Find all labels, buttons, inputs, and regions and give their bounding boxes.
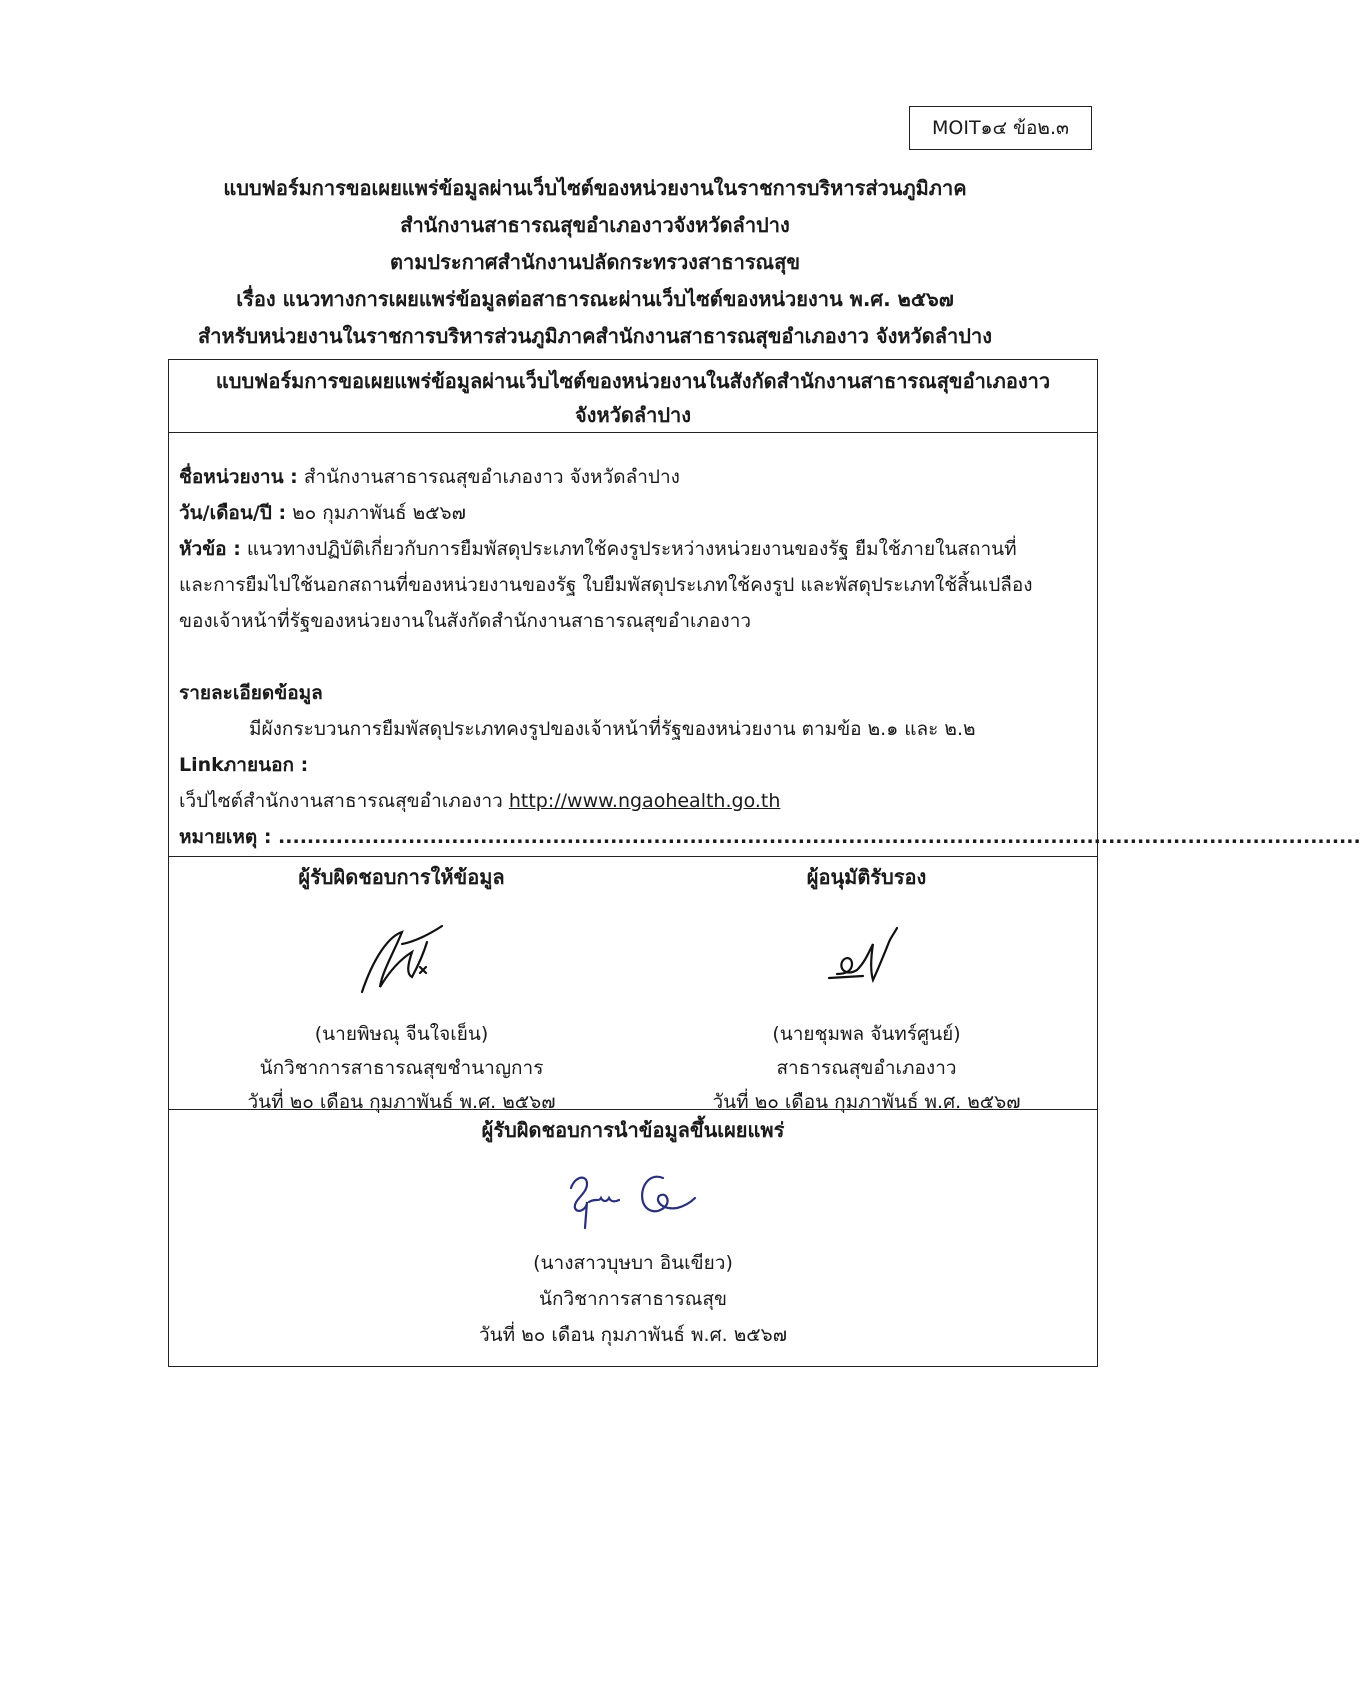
date-label: วัน/เดือน/ปี :: [179, 502, 287, 524]
header-line-5: สำหรับหน่วยงานในราชการบริหารส่วนภูมิภาคสำนักงานสาธารณสุขอำเภองาว จังหวัดลำปาง: [198, 324, 992, 348]
header-line-4: เรื่อง แนวทางการเผยแพร่ข้อมูลต่อสาธารณะผ่านเว็บไซต์ของหน่วยงาน พ.ศ. ๒๕๖๗: [236, 287, 954, 311]
header-line-1: แบบฟอร์มการขอเผยแพร่ข้อมูลผ่านเว็บไซต์ของหน่วยงานในราชการบริหารส่วนภูมิภาค: [223, 176, 967, 200]
approver-heading: ผู้อนุมัติรับรอง: [806, 865, 927, 889]
publisher-name: (นางสาวบุษบา อินเขียว): [533, 1252, 733, 1274]
publication-form: [168, 359, 1361, 1367]
publisher-signature-icon: [553, 1158, 713, 1238]
details-text: มีผังกระบวนการยืมพัสดุประเภทคงรูปของเจ้าหน้าที่รัฐของหน่วยงาน ตามข้อ ๒.๑ และ ๒.๒: [249, 718, 976, 740]
approver-date: วันที่ ๒๐ เดือน กุมภาพันธ์ พ.ศ. ๒๕๖๗: [712, 1091, 1021, 1113]
approver-signature-icon: [807, 912, 927, 1002]
document-header: [150, 170, 1040, 355]
topic-line-3: ของเจ้าหน้าที่รัฐของหน่วยงานในสังกัดสำนักงานสาธารณสุขอำเภองาว: [179, 610, 752, 632]
provider-date: วันที่ ๒๐ เดือน กุมภาพันธ์ พ.ศ. ๒๕๖๗: [247, 1091, 556, 1113]
header-line-3: ตามประกาศสำนักงานปลัดกระทรวงสาธารณสุข: [389, 250, 800, 274]
unit-value: สำนักงานสาธารณสุขอำเภองาว จังหวัดลำปาง: [297, 466, 680, 488]
note-row: [179, 819, 1361, 855]
provider-name: (นายพิษณุ จีนใจเย็น): [314, 1023, 489, 1045]
document-code-box: [909, 106, 1092, 150]
unit-row: [179, 459, 1087, 495]
approver-name: (นายชุมพล จันทร์ศูนย์): [772, 1023, 961, 1045]
approval-signatures: [169, 857, 1097, 1113]
provider-signature-block: [169, 857, 634, 1119]
provider-heading: ผู้รับผิดชอบการให้ข้อมูล: [298, 865, 505, 889]
note-label: หมายเหตุ :: [179, 826, 279, 848]
header-line-2: สำนักงานสาธารณสุขอำเภองาวจังหวัดลำปาง: [400, 213, 790, 237]
publisher-signature: [169, 1150, 1097, 1245]
topic-row: [179, 531, 1087, 567]
approver-position: สาธารณสุขอำเภองาว: [776, 1057, 957, 1079]
topic-line-2: และการยืมไปใช้นอกสถานที่ของหน่วยงานของรัฐ ใบยืมพัสดุประเภทใช้คงรูป และพัสดุประเภทใช้สิ้นเปลือง: [179, 574, 1033, 596]
date-row: [179, 495, 1087, 531]
link-prefix: เว็ปไซต์สำนักงานสาธารณสุขอำเภองาว: [179, 790, 509, 812]
unit-label: ชื่อหน่วยงาน :: [179, 466, 298, 488]
topic-line-1: แนวทางปฏิบัติเกี่ยวกับการยืมพัสดุประเภทใช้คงรูประหว่างหน่วยงานของรัฐ ยืมใช้ภายในสถานที่: [240, 538, 1017, 560]
form-details: [169, 433, 1361, 857]
spacer: [179, 639, 1087, 675]
form-title-line-1: แบบฟอร์มการขอเผยแพร่ข้อมูลผ่านเว็บไซต์ของหน่วยงานในสังกัดสำนักงานสาธารณสุขอำเภองาว: [215, 369, 1051, 393]
provider-signature-icon: [342, 912, 462, 1002]
website-link[interactable]: http://www.ngaohealth.go.th: [508, 790, 781, 812]
form-title-line-2: จังหวัดลำปาง: [574, 403, 692, 427]
approver-signature-block: [634, 857, 1099, 1119]
provider-signature: [169, 897, 634, 1017]
link-row: [179, 783, 1087, 819]
link-label: Linkภายนอก :: [179, 754, 309, 776]
publisher-signature-block: [169, 1110, 1097, 1353]
form-title: [169, 360, 1097, 433]
note-dots: ......................................................................................................................................................: [278, 826, 1361, 848]
publisher-date: วันที่ ๒๐ เดือน กุมภาพันธ์ พ.ศ. ๒๕๖๗: [479, 1324, 787, 1346]
document-code: MOIT๑๔ ข้อ๒.๓: [932, 117, 1069, 139]
details-label: รายละเอียดข้อมูล: [179, 682, 323, 704]
publisher-heading: ผู้รับผิดชอบการนำข้อมูลขึ้นเผยแพร่: [481, 1118, 785, 1142]
publisher-position: นักวิชาการสาธารณสุข: [538, 1288, 728, 1310]
provider-position: นักวิชาการสาธารณสุขชำนาญการ: [259, 1057, 544, 1079]
date-value: ๒๐ กุมภาพันธ์ ๒๕๖๗: [286, 502, 466, 524]
topic-label: หัวข้อ :: [179, 538, 241, 560]
approver-signature: [634, 897, 1099, 1017]
